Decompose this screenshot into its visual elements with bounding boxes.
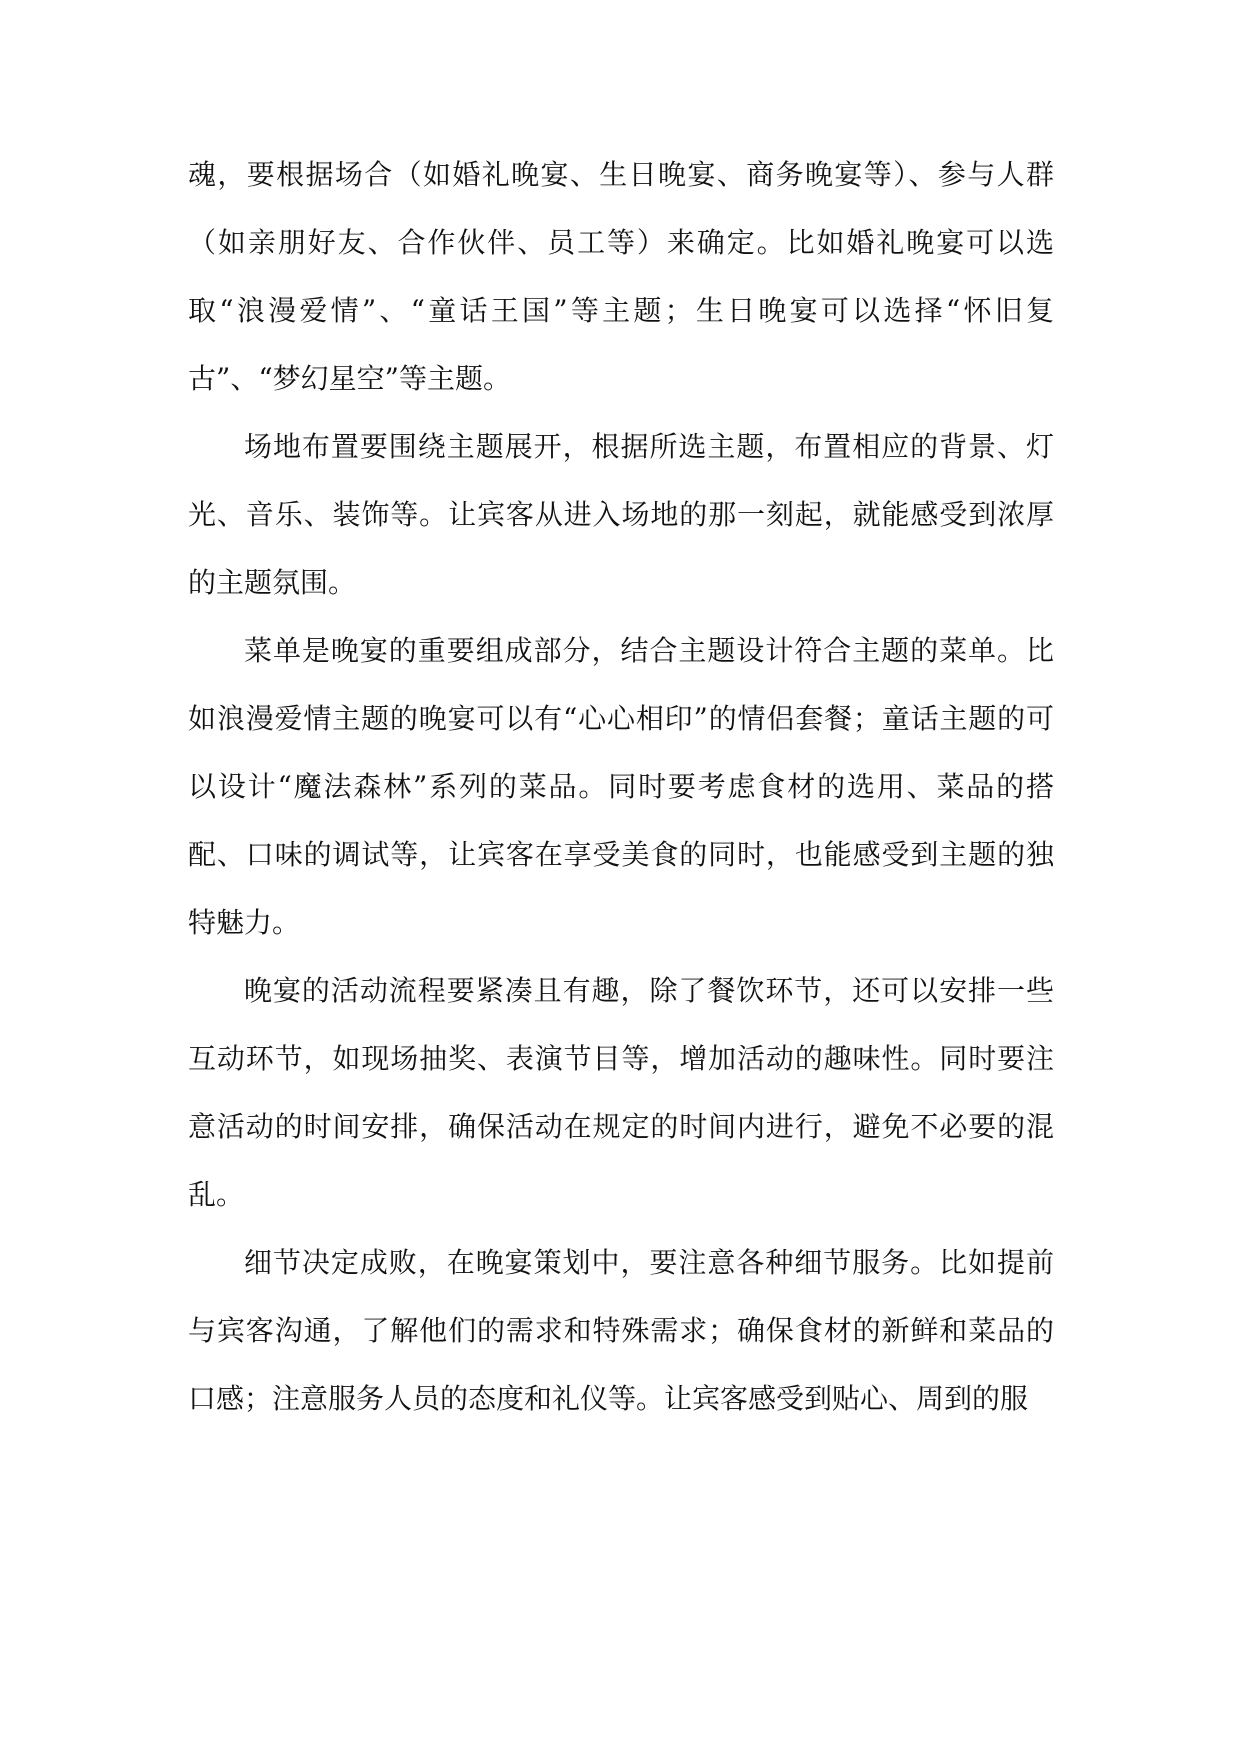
paragraph-menu: 菜单是晚宴的重要组成部分，结合主题设计符合主题的菜单。比如浪漫爱情主题的晚宴可以有“心心相印”的情侣套餐；童话主题的可以设计“魔法森林”系列的菜品。同时要考虑食材的选用、菜品的搭配、口味的调试等，让宾客在享受美食的同时，也能感受到主题的独特魅力。 <box>188 634 1054 939</box>
paragraph-details: 细节决定成败，在晚宴策划中，要注意各种细节服务。比如提前与宾客沟通，了解他们的需求和特殊需求；确保食材的新鲜和菜品的口感；注意服务人员的态度和礼仪等。让宾客感受到贴心、周到的服 <box>188 1246 1054 1415</box>
paragraph-continuation: 魂，要根据场合（如婚礼晚宴、生日晚宴、商务晚宴等）、参与人群（如亲朋好友、合作伙伴、员工等）来确定。比如婚礼晚宴可以选取“浪漫爱情”、“童话王国”等主题；生日晚宴可以选择“怀旧复古”、“梦幻星空”等主题。 <box>188 158 1054 395</box>
paragraph-venue-layout: 场地布置要围绕主题展开，根据所选主题，布置相应的背景、灯光、音乐、装饰等。让宾客从进入场地的那一刻起，就能感受到浓厚的主题氛围。 <box>188 430 1054 599</box>
document-body <box>188 141 1054 1433</box>
paragraph-activity-flow: 晚宴的活动流程要紧凑且有趣，除了餐饮环节，还可以安排一些互动环节，如现场抽奖、表演节目等，增加活动的趣味性。同时要注意活动的时间安排，确保活动在规定的时间内进行，避免不必要的混乱。 <box>188 974 1054 1211</box>
